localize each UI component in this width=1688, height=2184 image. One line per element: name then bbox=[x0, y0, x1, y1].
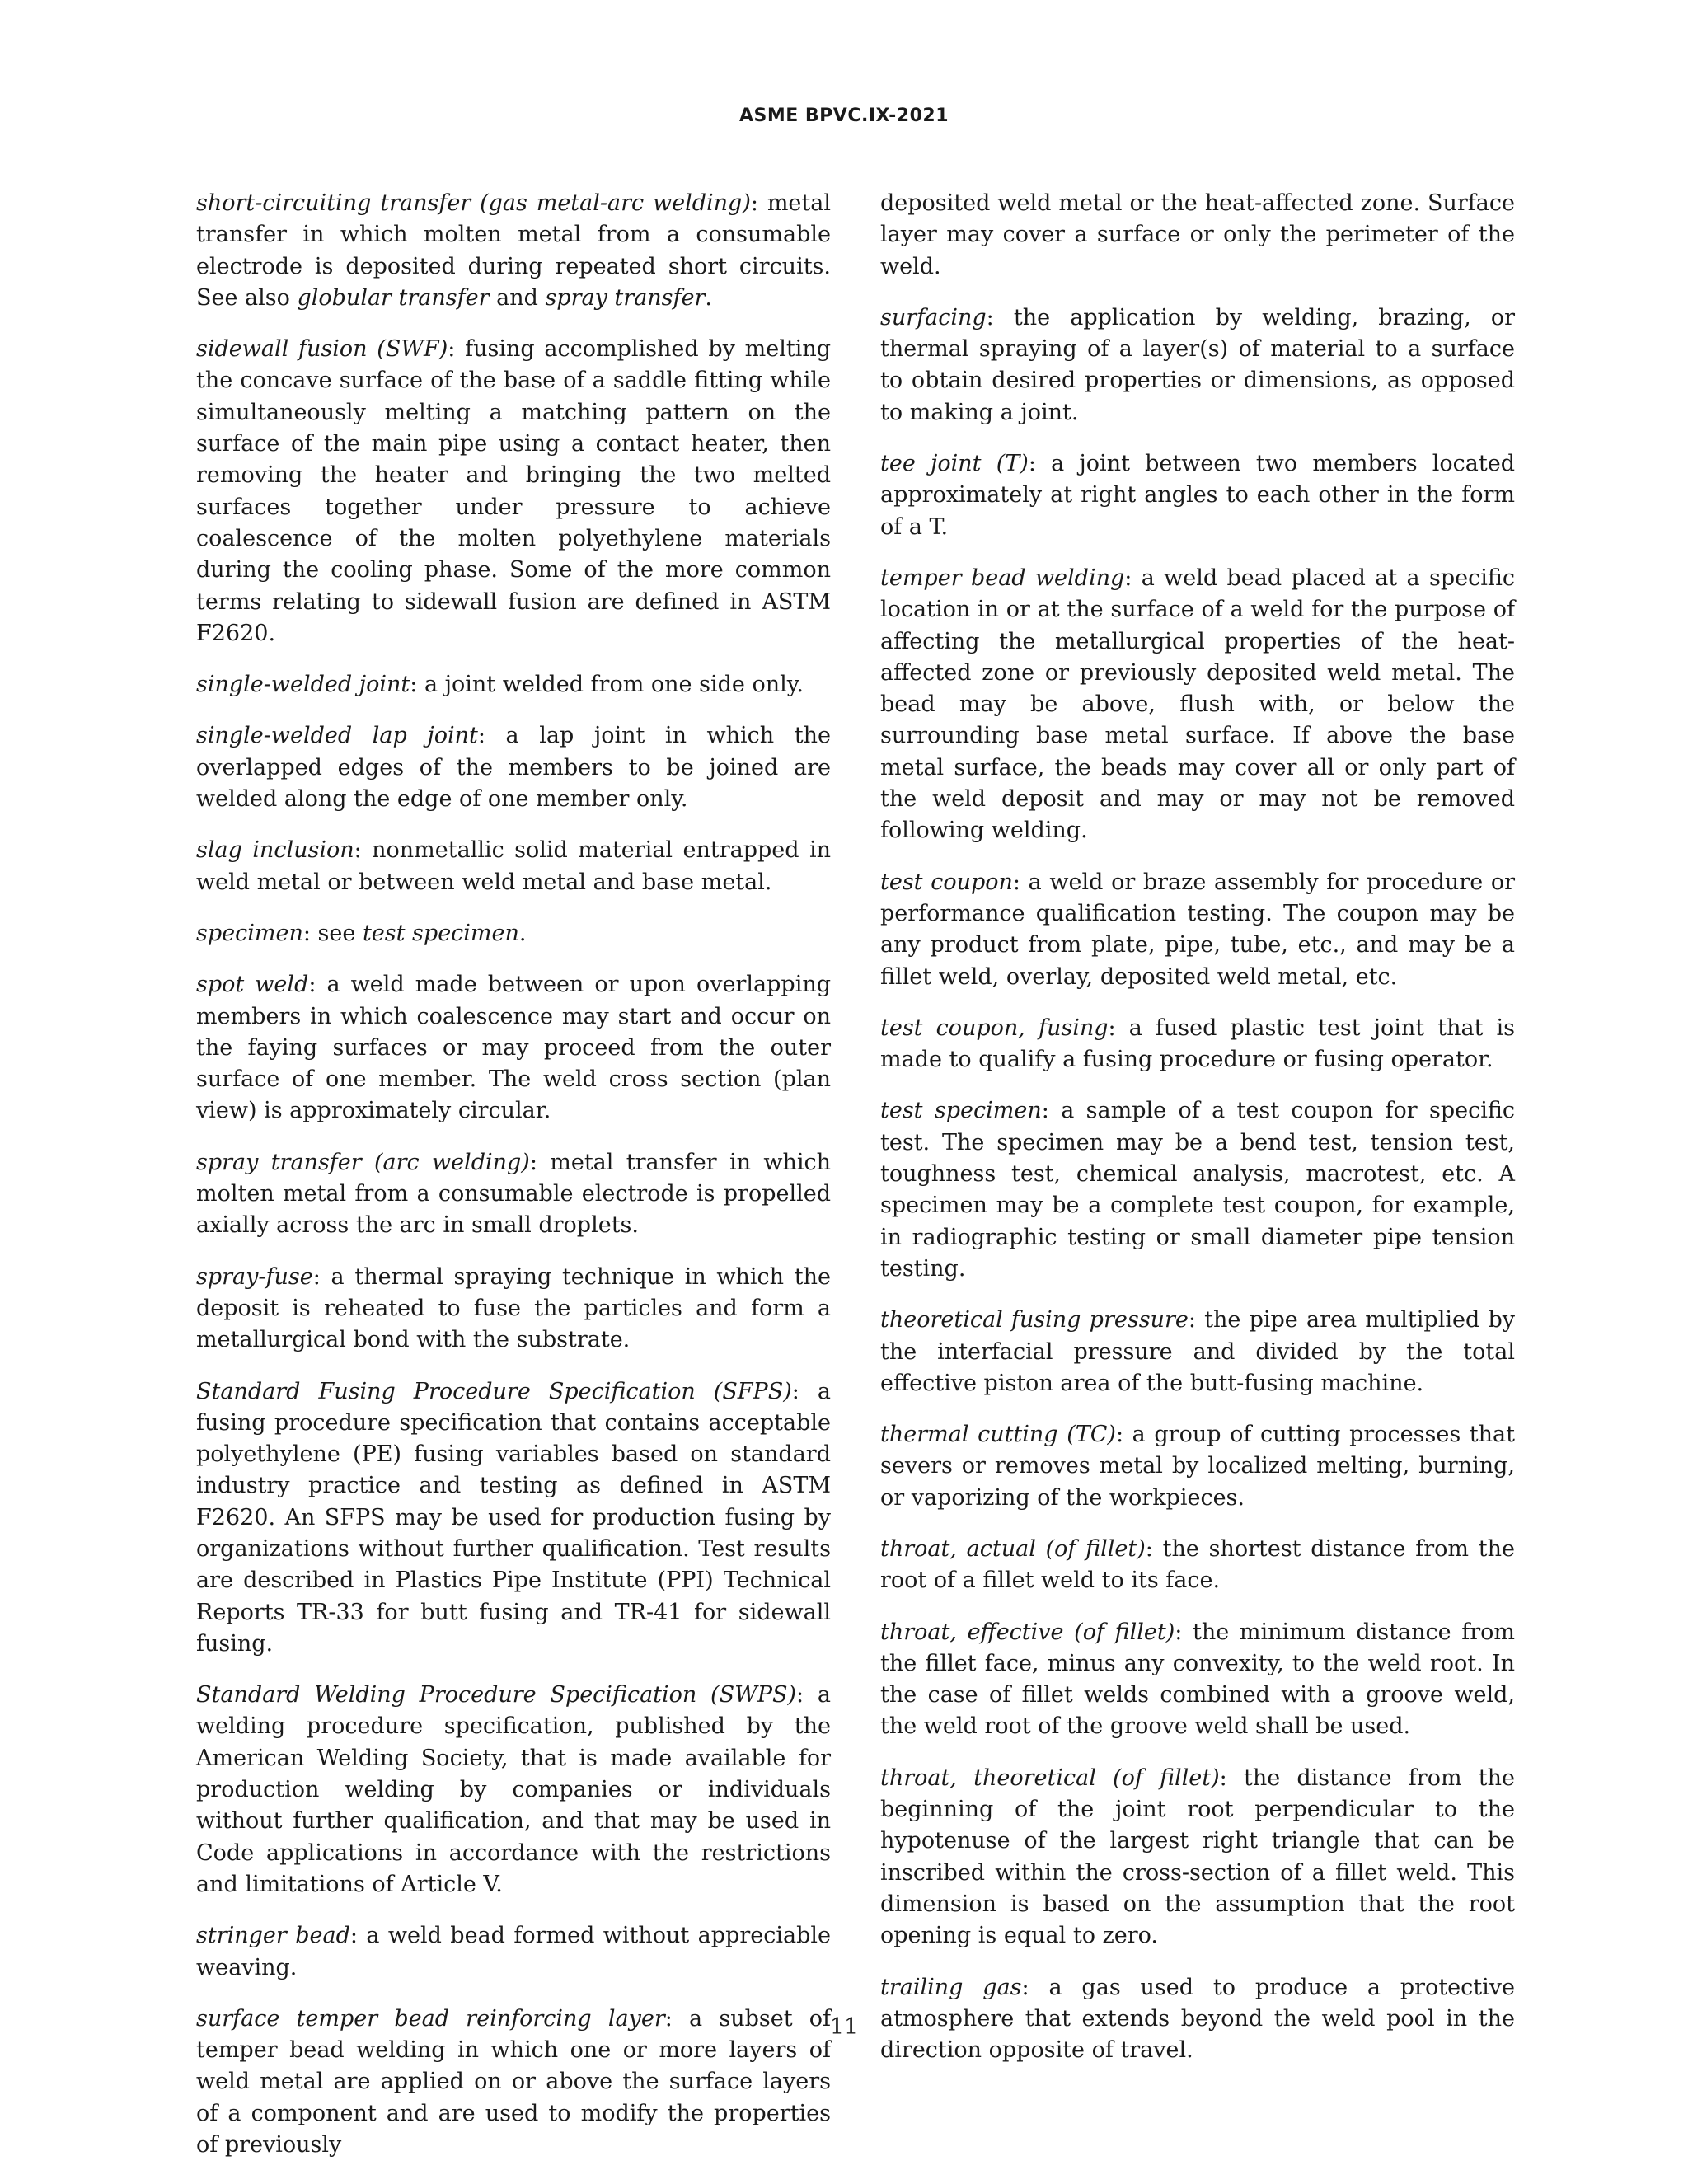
glossary-definition-connector: and bbox=[489, 284, 546, 311]
glossary-term: specimen bbox=[196, 920, 303, 946]
glossary-definition: : a lap joint in which the overlapped edges of the members to be joined are welded along the edge of one member only. bbox=[196, 723, 831, 813]
glossary-term: test coupon, fusing bbox=[880, 1015, 1109, 1041]
glossary-definition: : a weld bead formed without appreciable weaving. bbox=[196, 1923, 831, 1980]
glossary-definition: : the application by welding, brazing, or thermal spraying of a layer(s) of material to a surface to obtain desired properties or dimensions, as opposed to making a joint. bbox=[880, 304, 1515, 425]
glossary-definition: : a fusing procedure specification that contains acceptable polyethylene (PE) fusing variables based on standard industry practice and testing as defined in ASTM F2620. An SFPS may be used for production fusing by organizations without further qualification. Test results are described in Plastics Pipe Institute (PPI) Technical Reports TR-33 for butt fusing and TR-41 for sidewall fusing. bbox=[196, 1378, 832, 1657]
glossary-definition: deposited weld metal or the heat-affected zone. Surface layer may cover a surface or only the perimeter of the weld. bbox=[880, 190, 1515, 279]
glossary-definition: : a welding procedure specification, published by the American Welding Society, that is made available for production welding by companies or individuals without further qualification, and that may be used in Code applications in accordance with the restrictions and limitations of Article V. bbox=[196, 1682, 831, 1897]
glossary-definition: : a weld made between or upon overlapping members in which coalescence may start and occur on the faying surfaces or may proceed from the outer surface of one member. The weld cross section (plan view) is approximately circular. bbox=[196, 972, 831, 1124]
glossary-entry bbox=[196, 1680, 831, 1900]
glossary-term: single-welded lap joint bbox=[196, 723, 478, 749]
glossary-entry-continued bbox=[880, 188, 1515, 283]
glossary-term: Standard Welding Procedure Specification (SWPS) bbox=[196, 1682, 797, 1708]
glossary-entry bbox=[196, 720, 831, 815]
cross-reference: spray transfer bbox=[545, 284, 706, 311]
glossary-term: surface temper bead reinforcing layer bbox=[196, 2005, 665, 2032]
cross-reference: globular transfer bbox=[297, 284, 490, 311]
glossary-term: spot weld bbox=[196, 972, 309, 998]
glossary-term: temper bead welding bbox=[880, 565, 1125, 591]
glossary-definition: : a sample of a test coupon for specific test. The specimen may be a bend test, tension test, toughness test, chemical analysis, macrotest, etc. A specimen may be a complete test coupon, for example, in radiographic testing or small diameter pipe tension testing. bbox=[880, 1098, 1516, 1282]
glossary-entry bbox=[880, 563, 1515, 847]
glossary-definition: : a thermal spraying technique in which the deposit is reheated to fuse the particles and form a metallurgical bond with the substrate. bbox=[196, 1263, 831, 1353]
glossary-term: throat, theoretical (of fillet) bbox=[880, 1765, 1220, 1791]
glossary-term: surfacing bbox=[880, 304, 987, 330]
glossary-entry bbox=[880, 1305, 1515, 1399]
glossary-definition: : metal transfer in which molten metal from a consumable electrode is deposited during repeated short circuits. See also bbox=[196, 190, 831, 311]
glossary-entry bbox=[196, 1262, 831, 1357]
right-column bbox=[880, 188, 1515, 2086]
glossary-definition: : the pipe area multiplied by the interfacial pressure and divided by the total effective piston area of the butt-fusing machine. bbox=[880, 1307, 1515, 1396]
glossary-definition: : a joint between two members located approximately at right angles to each other in the form of a T. bbox=[880, 451, 1515, 540]
glossary-term: trailing gas bbox=[880, 1974, 1022, 2000]
glossary-entry bbox=[196, 188, 831, 314]
glossary-term: tee joint (T) bbox=[880, 451, 1029, 477]
glossary-entry bbox=[196, 969, 831, 1127]
glossary-definition: : a fused plastic test joint that is made to qualify a fusing procedure or fusing operator. bbox=[880, 1015, 1515, 1073]
glossary-entry bbox=[196, 835, 831, 898]
glossary-definition: : metal transfer in which molten metal from a consumable electrode is propelled axially across the arc in small droplets. bbox=[196, 1149, 831, 1239]
glossary-definition: : a joint welded from one side only. bbox=[410, 672, 804, 698]
glossary-definition: : see bbox=[302, 920, 363, 946]
glossary-definition: : a subset of temper bead welding in which one or more layers of weld metal are applied on or above the surface layers of a component and are used to modify the properties of previously bbox=[196, 2005, 832, 2158]
glossary-entry bbox=[196, 669, 831, 701]
glossary-term: throat, actual (of fillet) bbox=[880, 1535, 1146, 1562]
glossary-term: slag inclusion bbox=[196, 837, 354, 864]
glossary-term: Standard Fusing Procedure Specification (SFPS) bbox=[196, 1378, 792, 1404]
glossary-entry bbox=[880, 867, 1515, 993]
glossary-term: test coupon bbox=[880, 869, 1013, 895]
glossary-term: single-welded joint bbox=[196, 672, 410, 698]
glossary-term: thermal cutting (TC) bbox=[880, 1422, 1116, 1448]
glossary-term: test specimen bbox=[880, 1098, 1042, 1124]
glossary-definition: : the shortest distance from the root of a fillet weld to its face. bbox=[880, 1535, 1515, 1594]
glossary-entry bbox=[880, 448, 1515, 543]
glossary-term: sidewall fusion (SWF) bbox=[196, 336, 448, 363]
glossary-entry bbox=[880, 302, 1515, 429]
glossary-term: theoretical fusing pressure bbox=[880, 1307, 1189, 1333]
glossary-definition: : the minimum distance from the fillet face, minus any convexity, to the weld root. In the case of fillet welds combined with a groove weld, the weld root of the groove weld shall be used. bbox=[880, 1619, 1515, 1740]
glossary-definition: : the distance from the beginning of the joint root perpendicular to the hypotenuse of the largest right triangle that can be inscribed within the cross-section of a fillet weld. This dimension is based on the assumption that the root opening is equal to zero. bbox=[880, 1765, 1515, 1949]
glossary-definition: : a weld or braze assembly for procedure or performance qualification testing. The coupon may be any product from plate, pipe, tube, etc., and may be a fillet weld, overlay, deposited weld metal, etc. bbox=[880, 869, 1516, 990]
glossary-entry bbox=[880, 1095, 1515, 1285]
glossary-entry bbox=[880, 1534, 1515, 1597]
glossary-definition: : fusing accomplished by melting the concave surface of the base of a saddle fitting while simultaneously melting a matching pattern on the surface of the main pipe using a contact heater, then removing the heater and bringing the two melted surfaces together under pressure to achieve coalescence of the molten polyethylene materials during the cooling phase. Some of the more common terms relating to sidewall fusion are defined in ASTM F2620. bbox=[196, 336, 831, 646]
glossary-entry bbox=[196, 334, 831, 649]
glossary-definition: : a weld bead placed at a specific location in or at the surface of a weld for the purpose of affecting the metallurgical properties of the heat-affected zone or previously deposited weld metal. The bead may be above, flush with, or below the surrounding base metal surface. If above the base metal surface, the beads may cover all or only part of the weld deposit and may or may not be removed following welding. bbox=[880, 565, 1515, 844]
glossary-entry bbox=[880, 1013, 1515, 1076]
glossary-entry bbox=[880, 1617, 1515, 1743]
glossary-term: stringer bead bbox=[196, 1923, 350, 1949]
page-number: 11 bbox=[829, 2014, 859, 2040]
glossary-definition: : a gas used to produce a protective atmosphere that extends beyond the weld pool in the direction opposite of travel. bbox=[880, 1974, 1515, 2064]
glossary-definition-end: . bbox=[518, 920, 527, 946]
glossary-entry bbox=[880, 1763, 1515, 1952]
glossary-entry bbox=[880, 1419, 1515, 1514]
glossary-term: short-circuiting transfer (gas metal-arc welding) bbox=[196, 190, 751, 216]
glossary-entry bbox=[196, 918, 831, 949]
glossary-definition: : a group of cutting processes that severs or removes metal by localized melting, burning, or vaporizing of the workpieces. bbox=[880, 1422, 1515, 1511]
glossary-term: spray transfer (arc welding) bbox=[196, 1149, 530, 1175]
left-column bbox=[196, 188, 831, 2181]
glossary-term: throat, effective (of fillet) bbox=[880, 1619, 1175, 1645]
glossary-entry bbox=[196, 1920, 831, 1984]
glossary-definition-end: . bbox=[705, 284, 713, 311]
glossary-definition: : nonmetallic solid material entrapped in weld metal or between weld metal and base metal. bbox=[196, 837, 831, 895]
glossary-entry bbox=[196, 1376, 831, 1661]
glossary-term: spray-fuse bbox=[196, 1263, 313, 1290]
cross-reference: test specimen bbox=[362, 920, 519, 946]
running-header: ASME BPVC.IX-2021 bbox=[738, 105, 950, 126]
glossary-entry bbox=[196, 1147, 831, 1242]
